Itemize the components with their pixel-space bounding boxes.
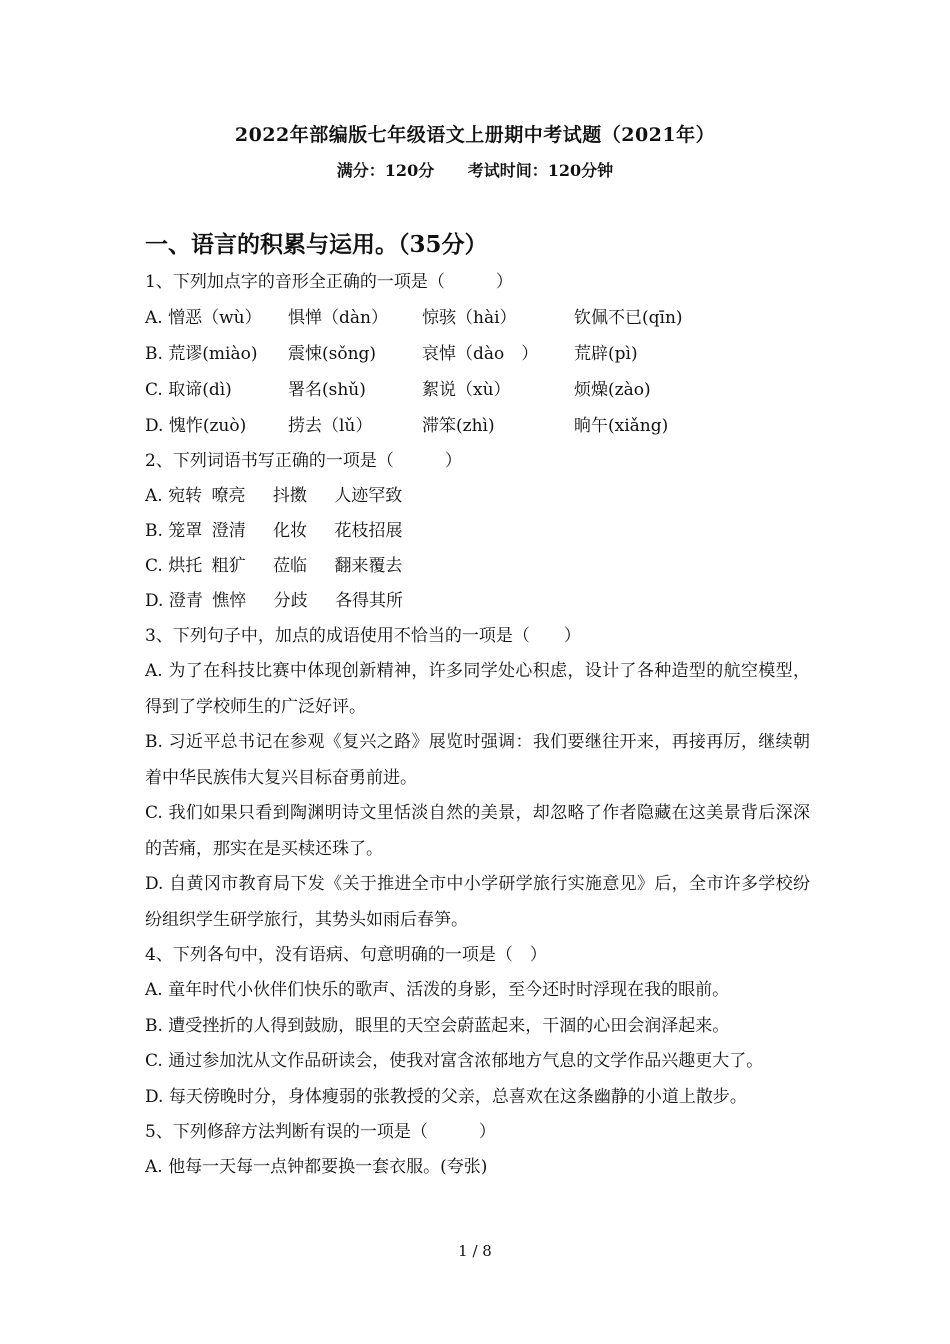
q3-option-c: C. 我们如果只看到陶渊明诗文里恬淡自然的美景，却忽略了作者隐藏在这美景背后深深的苦痛，那实在是买椟还珠了。 bbox=[145, 803, 810, 859]
q2-option-d bbox=[145, 584, 810, 619]
q1-option-b-item: 荒辟(pì) bbox=[574, 344, 638, 364]
q1-option-a-item: 惊骇（hài） bbox=[422, 308, 517, 328]
q4-option-c: C. 通过参加沈从文作品研读会，使我对富含浓郁地方气息的文学作品兴趣更大了。 bbox=[145, 1051, 764, 1071]
q1-option-b-item: B. 荒谬(miào) bbox=[145, 344, 258, 364]
q1-option-b bbox=[145, 336, 810, 372]
q1-option-a bbox=[145, 300, 810, 336]
q2-option-b bbox=[145, 514, 810, 549]
q3-option-b: B. 习近平总书记在参观《复兴之路》展览时强调：我们要继往开来，再接再厉，继续朝着中华民族伟大复兴目标奋勇前进。 bbox=[145, 732, 810, 788]
q2-word: 分歧 bbox=[273, 591, 308, 611]
question-1-stem: 1、下列加点字的音形全正确的一项是（ ） bbox=[145, 272, 513, 292]
q2-word: 人迹罕致 bbox=[334, 486, 403, 506]
q2-word: 澄清 bbox=[211, 521, 246, 541]
q1-option-d bbox=[145, 408, 810, 444]
q2-word: 粗犷 bbox=[211, 556, 246, 576]
q1-option-c-item: 署名(shǔ) bbox=[288, 380, 366, 400]
q4-option-d: D. 每天傍晚时分，身体瘦弱的张教授的父亲，总喜欢在这条幽静的小道上散步。 bbox=[145, 1086, 747, 1107]
question-2-stem: 2、下列词语书写正确的一项是（ ） bbox=[145, 451, 462, 471]
question-4-stem: 4、下列各句中，没有语病、句意明确的一项是（ ） bbox=[145, 945, 547, 965]
q2-word: C. 烘托 bbox=[145, 556, 203, 576]
q2-word: A. 宛转 bbox=[145, 486, 203, 506]
exam-info bbox=[0, 158, 950, 181]
question-3-stem: 3、下列句子中，加点的成语使用不恰当的一项是（ ） bbox=[145, 626, 581, 646]
q1-option-c-item: 烦燥(zào) bbox=[574, 380, 651, 400]
q2-word: 憔悴 bbox=[212, 591, 247, 611]
q2-word: 翻来覆去 bbox=[334, 556, 403, 576]
q1-option-d-item: D. 愧怍(zuò) bbox=[145, 416, 247, 436]
q1-option-d-item: 晌午(xiǎng) bbox=[574, 416, 669, 436]
q2-word: 抖擞 bbox=[272, 486, 307, 506]
q2-word: B. 笼罩 bbox=[145, 521, 203, 541]
questions bbox=[145, 265, 810, 1186]
page-title: 2022年部编版七年级语文上册期中考试题（2021年） bbox=[234, 124, 716, 146]
exam-time: 考试时间：120分钟 bbox=[467, 161, 614, 180]
q1-option-d-item: 捞去（lǔ） bbox=[288, 416, 373, 436]
q1-option-c bbox=[145, 372, 810, 408]
q2-word: 化妆 bbox=[273, 521, 308, 541]
q3-option-a: A. 为了在科技比赛中体现创新精神，许多同学处心积虑，设计了各种造型的航空模型，得到了学校师生的广泛好评。 bbox=[145, 661, 810, 717]
page-number: 1 / 8 bbox=[458, 1242, 492, 1260]
q1-option-c-item: 絮说（xù） bbox=[422, 380, 511, 400]
q2-option-c bbox=[145, 549, 810, 584]
q1-option-d-item: 滞笨(zhì) bbox=[422, 416, 495, 436]
question-5-stem: 5、下列修辞方法判断有误的一项是（ ） bbox=[145, 1122, 496, 1142]
q1-option-a-item: A. 憎恶（wù） bbox=[145, 308, 262, 328]
full-score: 满分：120分 bbox=[336, 161, 435, 180]
q4-option-a: A. 童年时代小伙伴们快乐的歌声、活泼的身影，至今还时时浮现在我的眼前。 bbox=[145, 980, 730, 1000]
q2-word: 花枝招展 bbox=[334, 521, 403, 541]
q2-word: D. 澄青 bbox=[145, 591, 203, 611]
q5-option-a: A. 他每一天每一点钟都要换一套衣服。(夸张) bbox=[145, 1157, 488, 1177]
q2-word: 嘹亮 bbox=[211, 486, 246, 506]
q1-option-b-item: 哀悼（dào ） bbox=[422, 344, 539, 364]
q1-option-a-item: 惧惮（dàn） bbox=[288, 308, 388, 328]
q1-option-b-item: 震悚(sǒng) bbox=[288, 344, 377, 364]
section-heading: 一、语言的积累与运用。（35分） bbox=[145, 231, 488, 258]
q1-option-c-item: C. 取谛(dì) bbox=[145, 380, 232, 400]
q1-option-a-item: 钦佩不已(qīn) bbox=[574, 308, 683, 328]
q2-word: 莅临 bbox=[273, 556, 308, 576]
q3-option-d: D. 自黄冈市教育局下发《关于推进全市中小学研学旅行实施意见》后，全市许多学校纷纷组织学生研学旅行，其势头如雨后春笋。 bbox=[145, 874, 810, 930]
q2-word: 各得其所 bbox=[335, 591, 404, 611]
q2-option-a bbox=[145, 479, 810, 514]
q4-option-b: B. 遭受挫折的人得到鼓励，眼里的天空会蔚蓝起来，干涸的心田会润泽起来。 bbox=[145, 1015, 730, 1036]
